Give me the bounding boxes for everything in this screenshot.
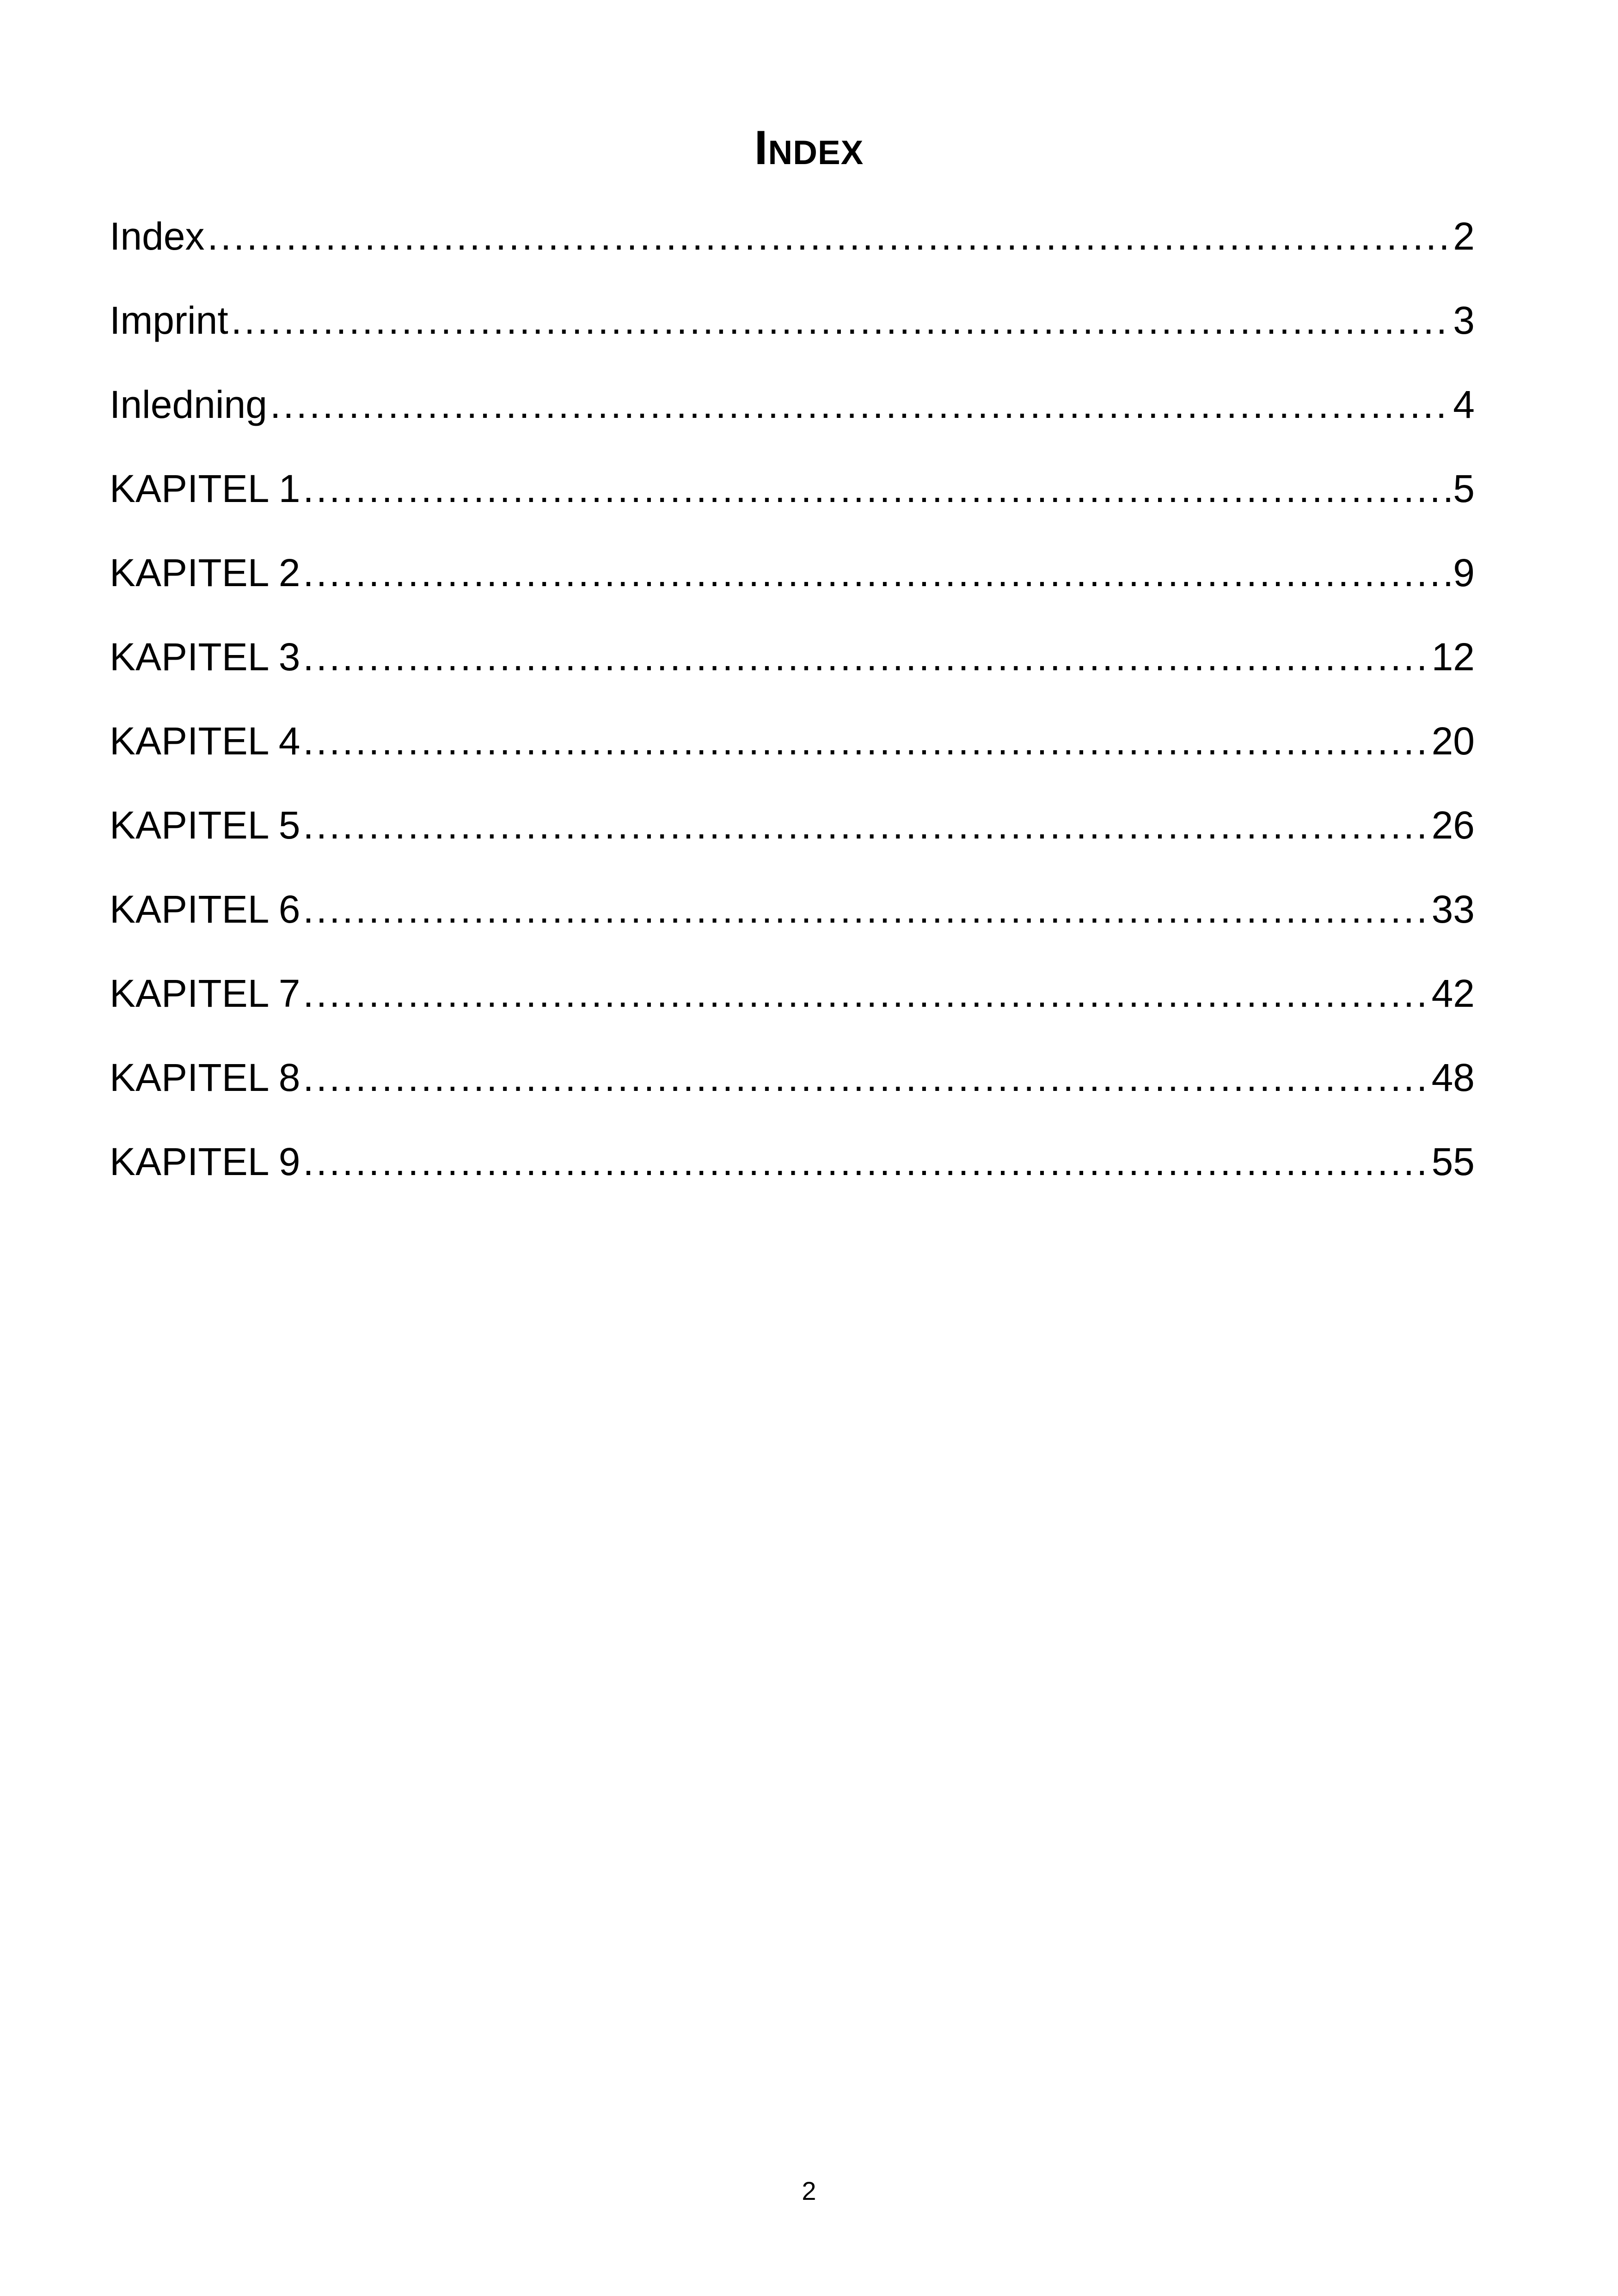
toc-entry-label: Inledning bbox=[110, 383, 267, 426]
toc-entry-label: Index bbox=[110, 214, 205, 258]
toc-entry-kapitel-6[interactable] bbox=[110, 867, 1475, 951]
dot-leader bbox=[303, 447, 1450, 531]
toc-entry-page: 2 bbox=[1453, 214, 1475, 258]
toc-entry-label: KAPITEL 8 bbox=[110, 1056, 300, 1099]
toc-entry-kapitel-5[interactable] bbox=[110, 783, 1475, 867]
toc-entry-kapitel-7[interactable] bbox=[110, 951, 1475, 1035]
toc-entry-kapitel-3[interactable] bbox=[110, 615, 1475, 699]
toc-entry-page: 33 bbox=[1431, 888, 1475, 931]
dot-leader bbox=[231, 278, 1451, 362]
dot-leader bbox=[303, 1120, 1428, 1204]
toc-entry-page: 48 bbox=[1431, 1056, 1475, 1099]
toc-entry-label: KAPITEL 7 bbox=[110, 972, 300, 1015]
toc-entry-label: KAPITEL 5 bbox=[110, 803, 300, 847]
toc-entry-label: KAPITEL 6 bbox=[110, 888, 300, 931]
toc-entry-label: KAPITEL 3 bbox=[110, 635, 300, 679]
toc-entry-page: 42 bbox=[1431, 972, 1475, 1015]
toc-entry-page: 4 bbox=[1453, 383, 1475, 426]
dot-leader bbox=[303, 1035, 1428, 1120]
toc-entry-page: 55 bbox=[1431, 1140, 1475, 1183]
toc-entry-page: 26 bbox=[1431, 803, 1475, 847]
toc-entry-imprint[interactable] bbox=[110, 278, 1475, 362]
dot-leader bbox=[303, 867, 1428, 951]
toc-entry-index[interactable] bbox=[110, 194, 1475, 278]
dot-leader bbox=[303, 531, 1450, 615]
toc-entry-page: 12 bbox=[1431, 635, 1475, 679]
page-title: Index bbox=[754, 121, 864, 175]
toc-entry-kapitel-8[interactable] bbox=[110, 1035, 1475, 1120]
toc-entry-kapitel-1[interactable] bbox=[110, 447, 1475, 531]
toc-entry-page: 20 bbox=[1431, 719, 1475, 763]
dot-leader bbox=[270, 362, 1450, 447]
toc-entry-kapitel-2[interactable] bbox=[110, 531, 1475, 615]
toc-entry-label: KAPITEL 9 bbox=[110, 1140, 300, 1183]
toc-entry-label: KAPITEL 1 bbox=[110, 467, 300, 510]
toc-entry-inledning[interactable] bbox=[110, 362, 1475, 447]
toc-entry-label: KAPITEL 2 bbox=[110, 551, 300, 594]
toc-entry-kapitel-9[interactable] bbox=[110, 1120, 1475, 1204]
toc-entry-page: 9 bbox=[1453, 551, 1475, 594]
toc-entry-label: KAPITEL 4 bbox=[110, 719, 300, 763]
toc-entry-page: 3 bbox=[1453, 299, 1475, 342]
dot-leader bbox=[303, 699, 1428, 783]
dot-leader bbox=[303, 951, 1428, 1035]
dot-leader bbox=[303, 783, 1428, 867]
table-of-contents bbox=[110, 194, 1475, 1204]
toc-entry-page: 5 bbox=[1453, 467, 1475, 510]
dot-leader bbox=[208, 194, 1451, 278]
toc-entry-label: Imprint bbox=[110, 299, 228, 342]
toc-entry-kapitel-4[interactable] bbox=[110, 699, 1475, 783]
dot-leader bbox=[303, 615, 1428, 699]
page-number: 2 bbox=[802, 2176, 816, 2205]
